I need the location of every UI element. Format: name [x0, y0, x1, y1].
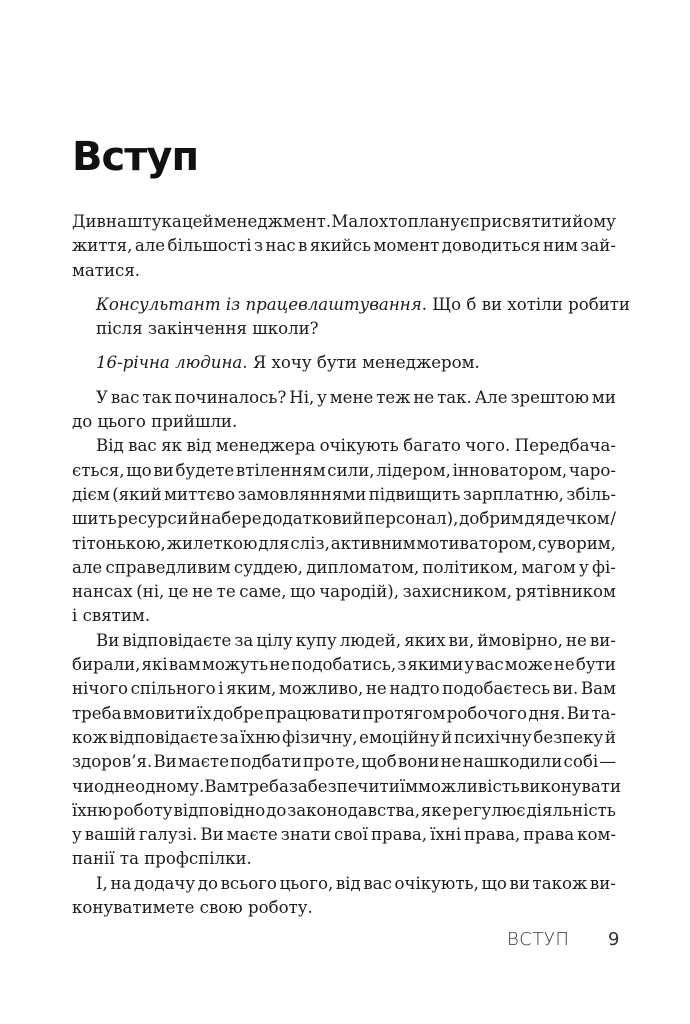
text-line: шить ресурси й набере додатковий персонал), добрим дядечком / — [72, 509, 616, 529]
dialogue-text: . Що б ви хотіли робити — [421, 294, 630, 314]
text-line: життя, але більшості з нас в якийсь момент доводиться ним зай- — [72, 236, 616, 256]
text-line: ється, що ви будете втіленням сили, лідером, інноватором, чаро- — [72, 460, 616, 480]
speaker-label: 16-річна людина — [96, 353, 243, 373]
text-line: нансах (ні, це не те саме, що чародій), захисником, рятівником — [72, 582, 616, 602]
paragraph — [72, 434, 616, 628]
dialogue-teen — [72, 351, 616, 375]
page-footer — [0, 929, 690, 953]
text-line: панії та профспілки. — [72, 849, 252, 869]
page-number: 9 — [608, 929, 620, 950]
text-line: І, на додачу до всього цього, від вас очікують, що ви також ви- — [96, 873, 616, 893]
paragraph — [72, 629, 622, 872]
text-line: Від вас як від менеджера очікують багато чого. Передбача- — [96, 436, 616, 456]
text-line — [96, 293, 630, 317]
text-line: матися. — [72, 260, 141, 280]
text-line: але справедливим суддею, дипломатом, політиком, магом у фі- — [72, 557, 616, 577]
text-line: кож відповідаєте за їхню фізичну, емоційну й психічну безпеку й — [72, 727, 616, 747]
text-line: їхню роботу відповідно до законодавства, яке регулює діяльність — [72, 800, 616, 820]
text-line: нічого спільного і яким, можливо, не надто подобаєтесь ви. Вам — [72, 679, 616, 699]
running-head: ВСТУП — [507, 929, 570, 950]
text-line: здоров’я. Ви маєте подбати про те, щоб вони не нашкодили собі — — [72, 752, 616, 772]
text-line: У вас так починалось? Ні, у мене теж не так. Але зрештою ми — [96, 387, 616, 407]
text-line — [96, 351, 616, 375]
text-line: бирали, які вам можуть не подобатись, з якими у вас може не бути — [72, 655, 616, 675]
text-line: Ви відповідаєте за цілу купу людей, яких ви, ймовірно, не ви- — [96, 630, 616, 650]
text-line: після закінчення школи? — [96, 319, 319, 339]
text-line: конуватимете свою роботу. — [72, 898, 313, 918]
text-line: і святим. — [72, 606, 151, 626]
dialogue-text: . Я хочу бути менеджером. — [242, 353, 480, 373]
paragraph-intro — [72, 210, 616, 283]
paragraph — [72, 386, 616, 435]
text-line: тітонькою, жилеткою для сліз, активним мотиватором, суворим, — [72, 533, 616, 553]
speaker-label: Консультант із працевлаштування — [96, 294, 422, 314]
text-line: у вашій галузі. Ви маєте знати свої права, їхні права, права ком- — [72, 825, 616, 845]
text-line: треба вмовити їх добре працювати протягом робочого дня. Ви та- — [72, 703, 616, 723]
text-line: Дивна штука цей менеджмент. Мало хто планує присвятити йому — [72, 212, 616, 231]
text-line: чи одне одному. Вам треба забезпечити їм можливість виконувати — [72, 776, 622, 796]
body-text — [72, 210, 630, 920]
text-line: до цього прийшли. — [72, 412, 238, 432]
paragraph — [72, 872, 616, 921]
dialogue-consultant — [72, 293, 630, 342]
text-line: дієм (який миттєво замовляннями підвищить зарплатню, збіль- — [72, 484, 616, 504]
page-title: Вступ — [72, 134, 199, 180]
